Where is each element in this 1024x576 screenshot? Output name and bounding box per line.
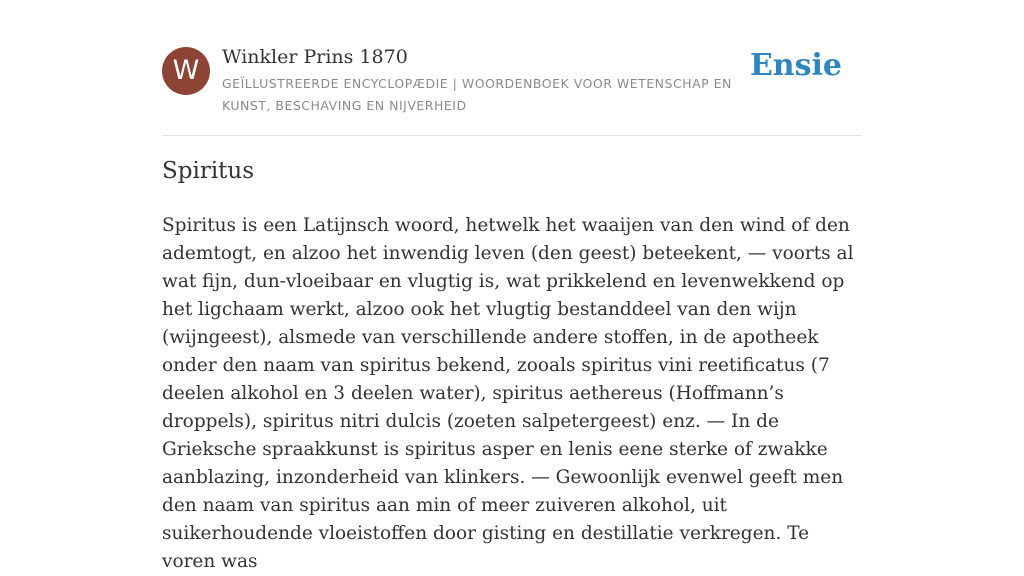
article-body: Spiritus is een Latijnsch woord, hetwelk het waaijen van den wind of den ademtogt, en alzoo het inwendig leven (den geest) beteekent, — voorts al wat fijn, dun-vloeibaar en vlugtig is, wat prikkelend en levenwekkend op het ligchaam werkt, alzoo ook het vlugtig bestanddeel van den wijn (wijngeest), alsmede van verschillende andere stoffen, in de apotheek onder den naam van spiritus bekend, zooals spiritus vini reetificatus (7 deelen alkohol en 3 deelen water), spiritus aethereus (Hoffmann’s droppels), spiritus nitri dulcis (zoeten salpetergeest) enz. — In de Grieksche spraakkunst is spiritus asper en lenis eene sterke of zwakke aanblazing, inzonderheid van klinkers. — Gewoonlijk evenwel geeft men den naam van spiritus aan min of meer zuiveren alkohol, uit suikerhoudende vloeistoffen door gisting en destillatie verkregen. Te voren was (162, 215, 854, 572)
source-title[interactable]: Winkler Prins 1870 (222, 46, 408, 68)
ensie-logo[interactable]: Ensie (749, 48, 842, 83)
source-header (162, 44, 862, 136)
source-subtitle: GEÏLLUSTREERDE ENCYCLOPÆDIE | WOORDENBOEK VOOR WETENSCHAP EN KUNST, BESCHAVING EN NIJVERHEID (222, 76, 732, 113)
article-title: Spiritus (162, 158, 255, 184)
avatar[interactable]: W (162, 47, 210, 95)
